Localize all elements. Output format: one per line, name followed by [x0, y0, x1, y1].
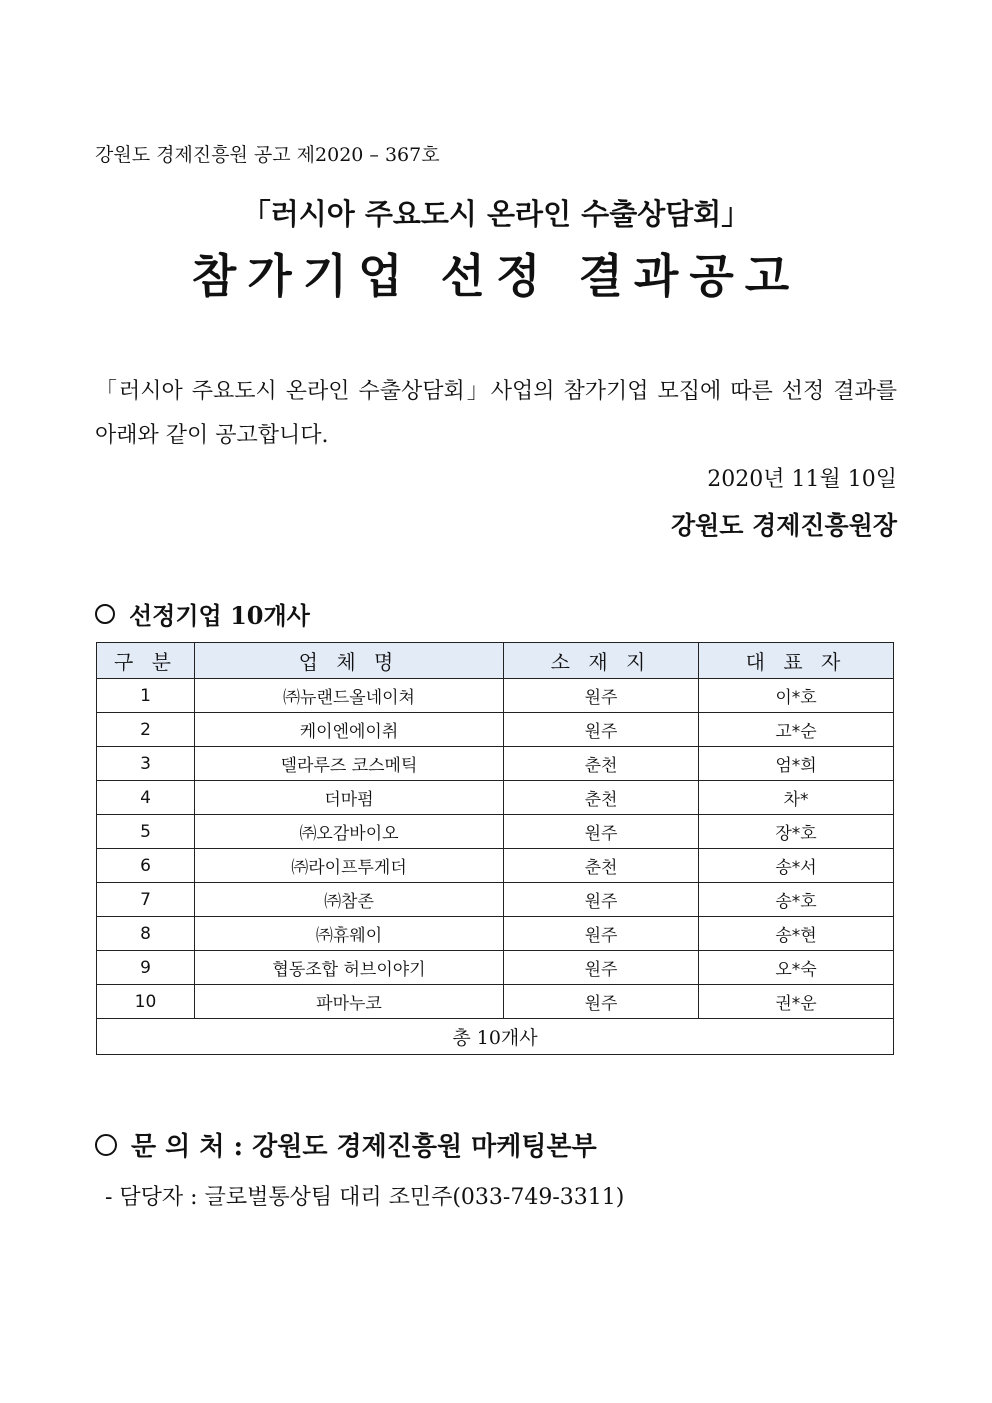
cell-no: 8	[97, 917, 195, 951]
cell-location: 원주	[504, 883, 699, 917]
cell-location: 원주	[504, 951, 699, 985]
header-no: 구 분	[97, 643, 195, 679]
header-location: 소 재 지	[504, 643, 699, 679]
cell-company: ㈜라이프투게더	[195, 849, 504, 883]
contact-manager: - 담당자 : 글로벌통상팀 대리 조민주(033-749-3311)	[105, 1185, 625, 1210]
table-total-row	[97, 1019, 894, 1055]
table-row	[97, 713, 894, 747]
header-company: 업 체 명	[195, 643, 504, 679]
total-count: 총 10개사	[97, 1019, 894, 1055]
cell-location: 원주	[504, 679, 699, 713]
cell-ceo: 송*서	[699, 849, 894, 883]
cell-ceo: 권*운	[699, 985, 894, 1019]
cell-ceo: 송*현	[699, 917, 894, 951]
table-row	[97, 747, 894, 781]
cell-company: ㈜오감바이오	[195, 815, 504, 849]
cell-no: 1	[97, 679, 195, 713]
header-ceo: 대 표 자	[699, 643, 894, 679]
issuer-name: 강원도 경제진흥원장	[670, 511, 897, 540]
cell-location: 춘천	[504, 747, 699, 781]
contact-heading	[95, 1126, 597, 1163]
cell-ceo: 고*순	[699, 713, 894, 747]
page-title: 참가기업 선정 결과공고	[191, 249, 801, 303]
cell-ceo: 이*호	[699, 679, 894, 713]
cell-no: 2	[97, 713, 195, 747]
contact-heading-text: 문 의 처 : 강원도 경제진흥원 마케팅본부	[131, 1132, 597, 1162]
circle-bullet-icon	[95, 1134, 117, 1156]
cell-company: 더마펌	[195, 781, 504, 815]
selected-companies-table	[96, 642, 894, 1055]
intro-paragraph: 「러시아 주요도시 온라인 수출상담회」사업의 참가기업 모집에 따른 선정 결과를 아래와 같이 공고합니다.	[95, 379, 897, 448]
selected-companies-heading-text: 선정기업 10개사	[129, 601, 310, 630]
table-row	[97, 985, 894, 1019]
circle-bullet-icon	[95, 604, 115, 624]
table-row	[97, 917, 894, 951]
cell-company: 파마누코	[195, 985, 504, 1019]
cell-company: 협동조합 허브이야기	[195, 951, 504, 985]
table-row	[97, 883, 894, 917]
cell-location: 춘천	[504, 849, 699, 883]
cell-ceo: 엄*희	[699, 747, 894, 781]
table-row	[97, 679, 894, 713]
cell-no: 3	[97, 747, 195, 781]
cell-no: 5	[97, 815, 195, 849]
cell-ceo: 오*숙	[699, 951, 894, 985]
cell-location: 원주	[504, 917, 699, 951]
table-header-row	[97, 643, 894, 679]
table-row	[97, 781, 894, 815]
cell-no: 4	[97, 781, 195, 815]
table-row	[97, 815, 894, 849]
cell-location: 춘천	[504, 781, 699, 815]
cell-no: 10	[97, 985, 195, 1019]
table-row	[97, 849, 894, 883]
cell-ceo: 송*호	[699, 883, 894, 917]
cell-location: 원주	[504, 815, 699, 849]
cell-company: 케이엔에이취	[195, 713, 504, 747]
notice-number: 강원도 경제진흥원 공고 제2020 – 367호	[95, 144, 440, 166]
table-row	[97, 951, 894, 985]
cell-no: 6	[97, 849, 195, 883]
cell-no: 9	[97, 951, 195, 985]
selected-companies-heading	[95, 596, 310, 631]
notice-date: 2020년 11월 10일	[707, 467, 897, 492]
cell-location: 원주	[504, 713, 699, 747]
title-event-name: 「러시아 주요도시 온라인 수출상담회」	[241, 197, 751, 231]
cell-no: 7	[97, 883, 195, 917]
cell-ceo: 차*	[699, 781, 894, 815]
cell-location: 원주	[504, 985, 699, 1019]
cell-company: 델라루즈 코스메틱	[195, 747, 504, 781]
cell-ceo: 장*호	[699, 815, 894, 849]
cell-company: ㈜뉴랜드올네이쳐	[195, 679, 504, 713]
cell-company: ㈜참존	[195, 883, 504, 917]
cell-company: ㈜휴웨이	[195, 917, 504, 951]
